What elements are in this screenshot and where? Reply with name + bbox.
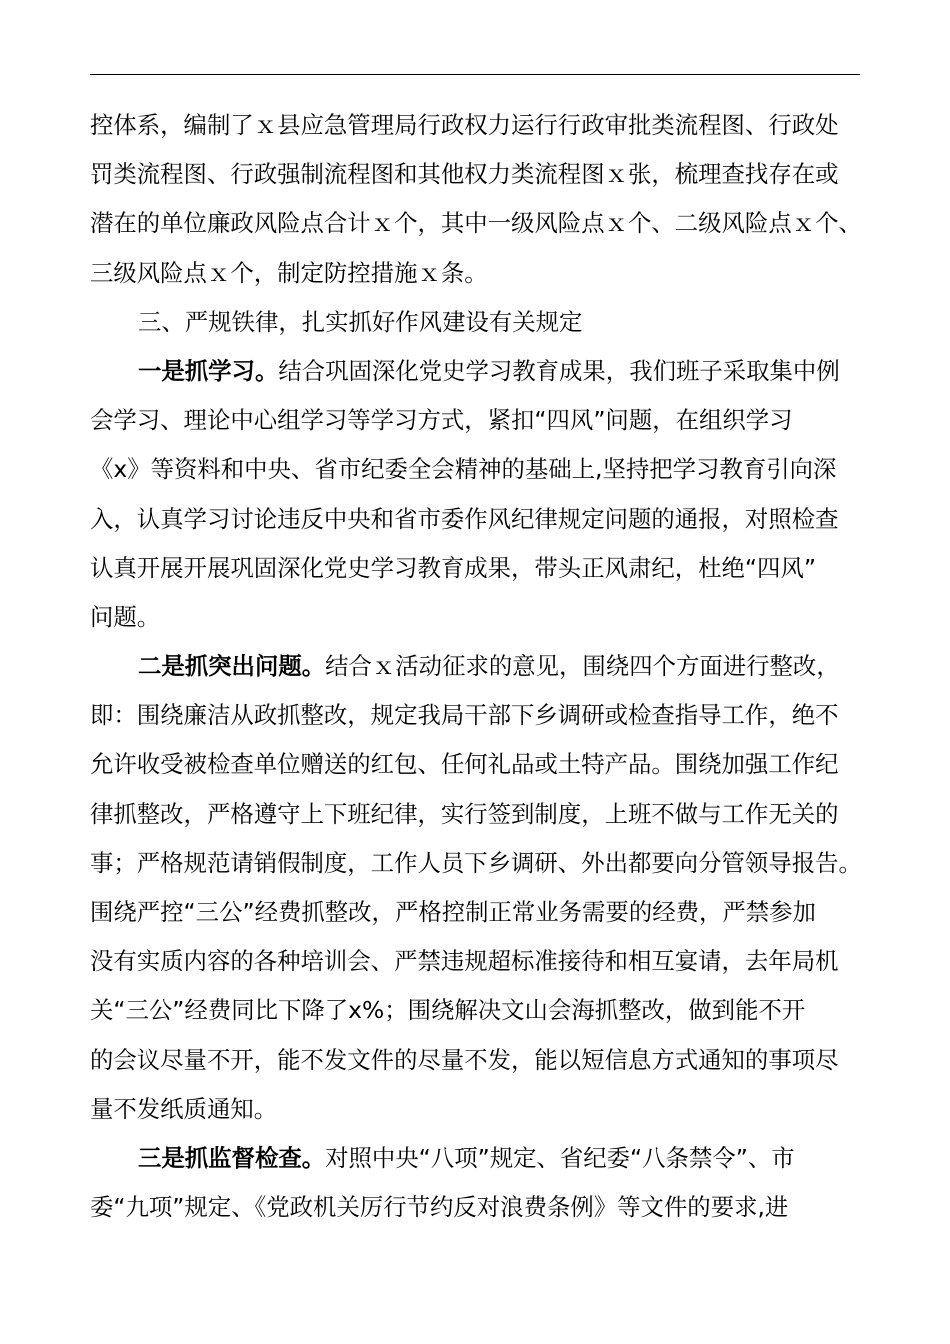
body-line bbox=[90, 937, 865, 986]
line-text: 潜在的单位廉政风险点合计ｘ个，其中一级风险点ｘ个、二级风险点ｘ个、 bbox=[90, 209, 862, 238]
line-text: 的会议尽量不开，能不发文件的尽量不发，能以短信息方式通知的事项尽 bbox=[90, 1045, 839, 1074]
body-line bbox=[90, 101, 865, 150]
line-text: 即：围绕廉洁从政抓整改，规定我局干部下乡调研或检查指导工作，绝不 bbox=[90, 701, 839, 730]
paragraph-start bbox=[90, 347, 865, 396]
line-text: 三级风险点ｘ个，制定防控措施ｘ条。 bbox=[90, 258, 488, 287]
line-text: 控体系，编制了ｘ县应急管理局行政权力运行行政审批类流程图、行政处 bbox=[90, 111, 839, 139]
body-line bbox=[90, 1183, 865, 1232]
body-line bbox=[90, 790, 865, 839]
body-line bbox=[90, 1085, 865, 1134]
body-line bbox=[90, 986, 865, 1035]
line-text: 关“三公”经费同比下降了x%；围绕解决文山会海抓整改，做到能不开 bbox=[90, 996, 806, 1025]
line-text: 律抓整改，严格遵守上下班纪律，实行签到制度，上班不做与工作无关的 bbox=[90, 799, 839, 828]
body-line bbox=[90, 495, 865, 544]
body-line bbox=[90, 199, 865, 248]
paragraph-start bbox=[90, 642, 865, 691]
body-line bbox=[90, 249, 865, 298]
body-line bbox=[90, 593, 865, 642]
body-line bbox=[90, 544, 865, 593]
body-line bbox=[90, 1036, 865, 1085]
line-text: 对照中央“八项”规定、省纪委“八条禁令”、市 bbox=[325, 1143, 795, 1172]
section-heading bbox=[90, 298, 865, 347]
body-line bbox=[90, 888, 865, 937]
line-text: 围绕严控“三公”经费抓整改，严格控制正常业务需要的经费，严禁参加 bbox=[90, 898, 816, 926]
line-text: 入，认真学习讨论违反中央和省市委作风纪律规定问题的通报，对照检查 bbox=[90, 504, 839, 533]
body-line bbox=[90, 445, 865, 494]
line-text: 认真开展开展巩固深化党史学习教育成果，带头正风肃纪，杜绝“四风” bbox=[90, 553, 816, 582]
section-heading-text: 三、严规铁律，扎实抓好作风建设有关规定 bbox=[138, 307, 583, 336]
line-text: 罚类流程图、行政强制流程图和其他权力类流程图ｘ张，梳理查找存在或 bbox=[90, 160, 839, 189]
line-text: 量不发纸质通知。 bbox=[90, 1094, 278, 1123]
line-text: 问题。 bbox=[90, 602, 161, 631]
header-rule bbox=[90, 74, 860, 75]
paragraph-lead: 一是抓学习。 bbox=[138, 356, 279, 385]
document-body bbox=[90, 101, 865, 1232]
line-text: 允许收受被检查单位赠送的红包、任何礼品或土特产品。围绕加强工作纪 bbox=[90, 750, 839, 779]
body-line bbox=[90, 396, 865, 445]
line-text: 会学习、理论中心组学习等学习方式，紧扣“四风”问题，在组织学习 bbox=[90, 406, 793, 435]
paragraph-lead: 三是抓监督检查。 bbox=[138, 1143, 326, 1172]
line-text: 委“九项”规定、《党政机关厉行节约反对浪费条例》等文件的要求,进 bbox=[90, 1193, 789, 1222]
paragraph-lead: 二是抓突出问题。 bbox=[138, 652, 326, 681]
line-text: 结合ｘ活动征求的意见，围绕四个方面进行整改， bbox=[325, 652, 840, 681]
line-text: 《x》等资料和中央、省市纪委全会精神的基础上,坚持把学习教育引向深 bbox=[90, 455, 837, 484]
line-text: 事；严格规范请销假制度，工作人员下乡调研、外出都要向分管领导报告。 bbox=[90, 848, 862, 877]
body-line bbox=[90, 691, 865, 740]
body-line bbox=[90, 740, 865, 789]
line-text: 没有实质内容的各种培训会、严禁违规超标准接待和相互宴请，去年局机 bbox=[90, 947, 839, 976]
body-line bbox=[90, 839, 865, 888]
body-line bbox=[90, 150, 865, 199]
paragraph-start bbox=[90, 1134, 865, 1183]
line-text: 结合巩固深化党史学习教育成果，我们班子采取集中例 bbox=[278, 356, 840, 385]
